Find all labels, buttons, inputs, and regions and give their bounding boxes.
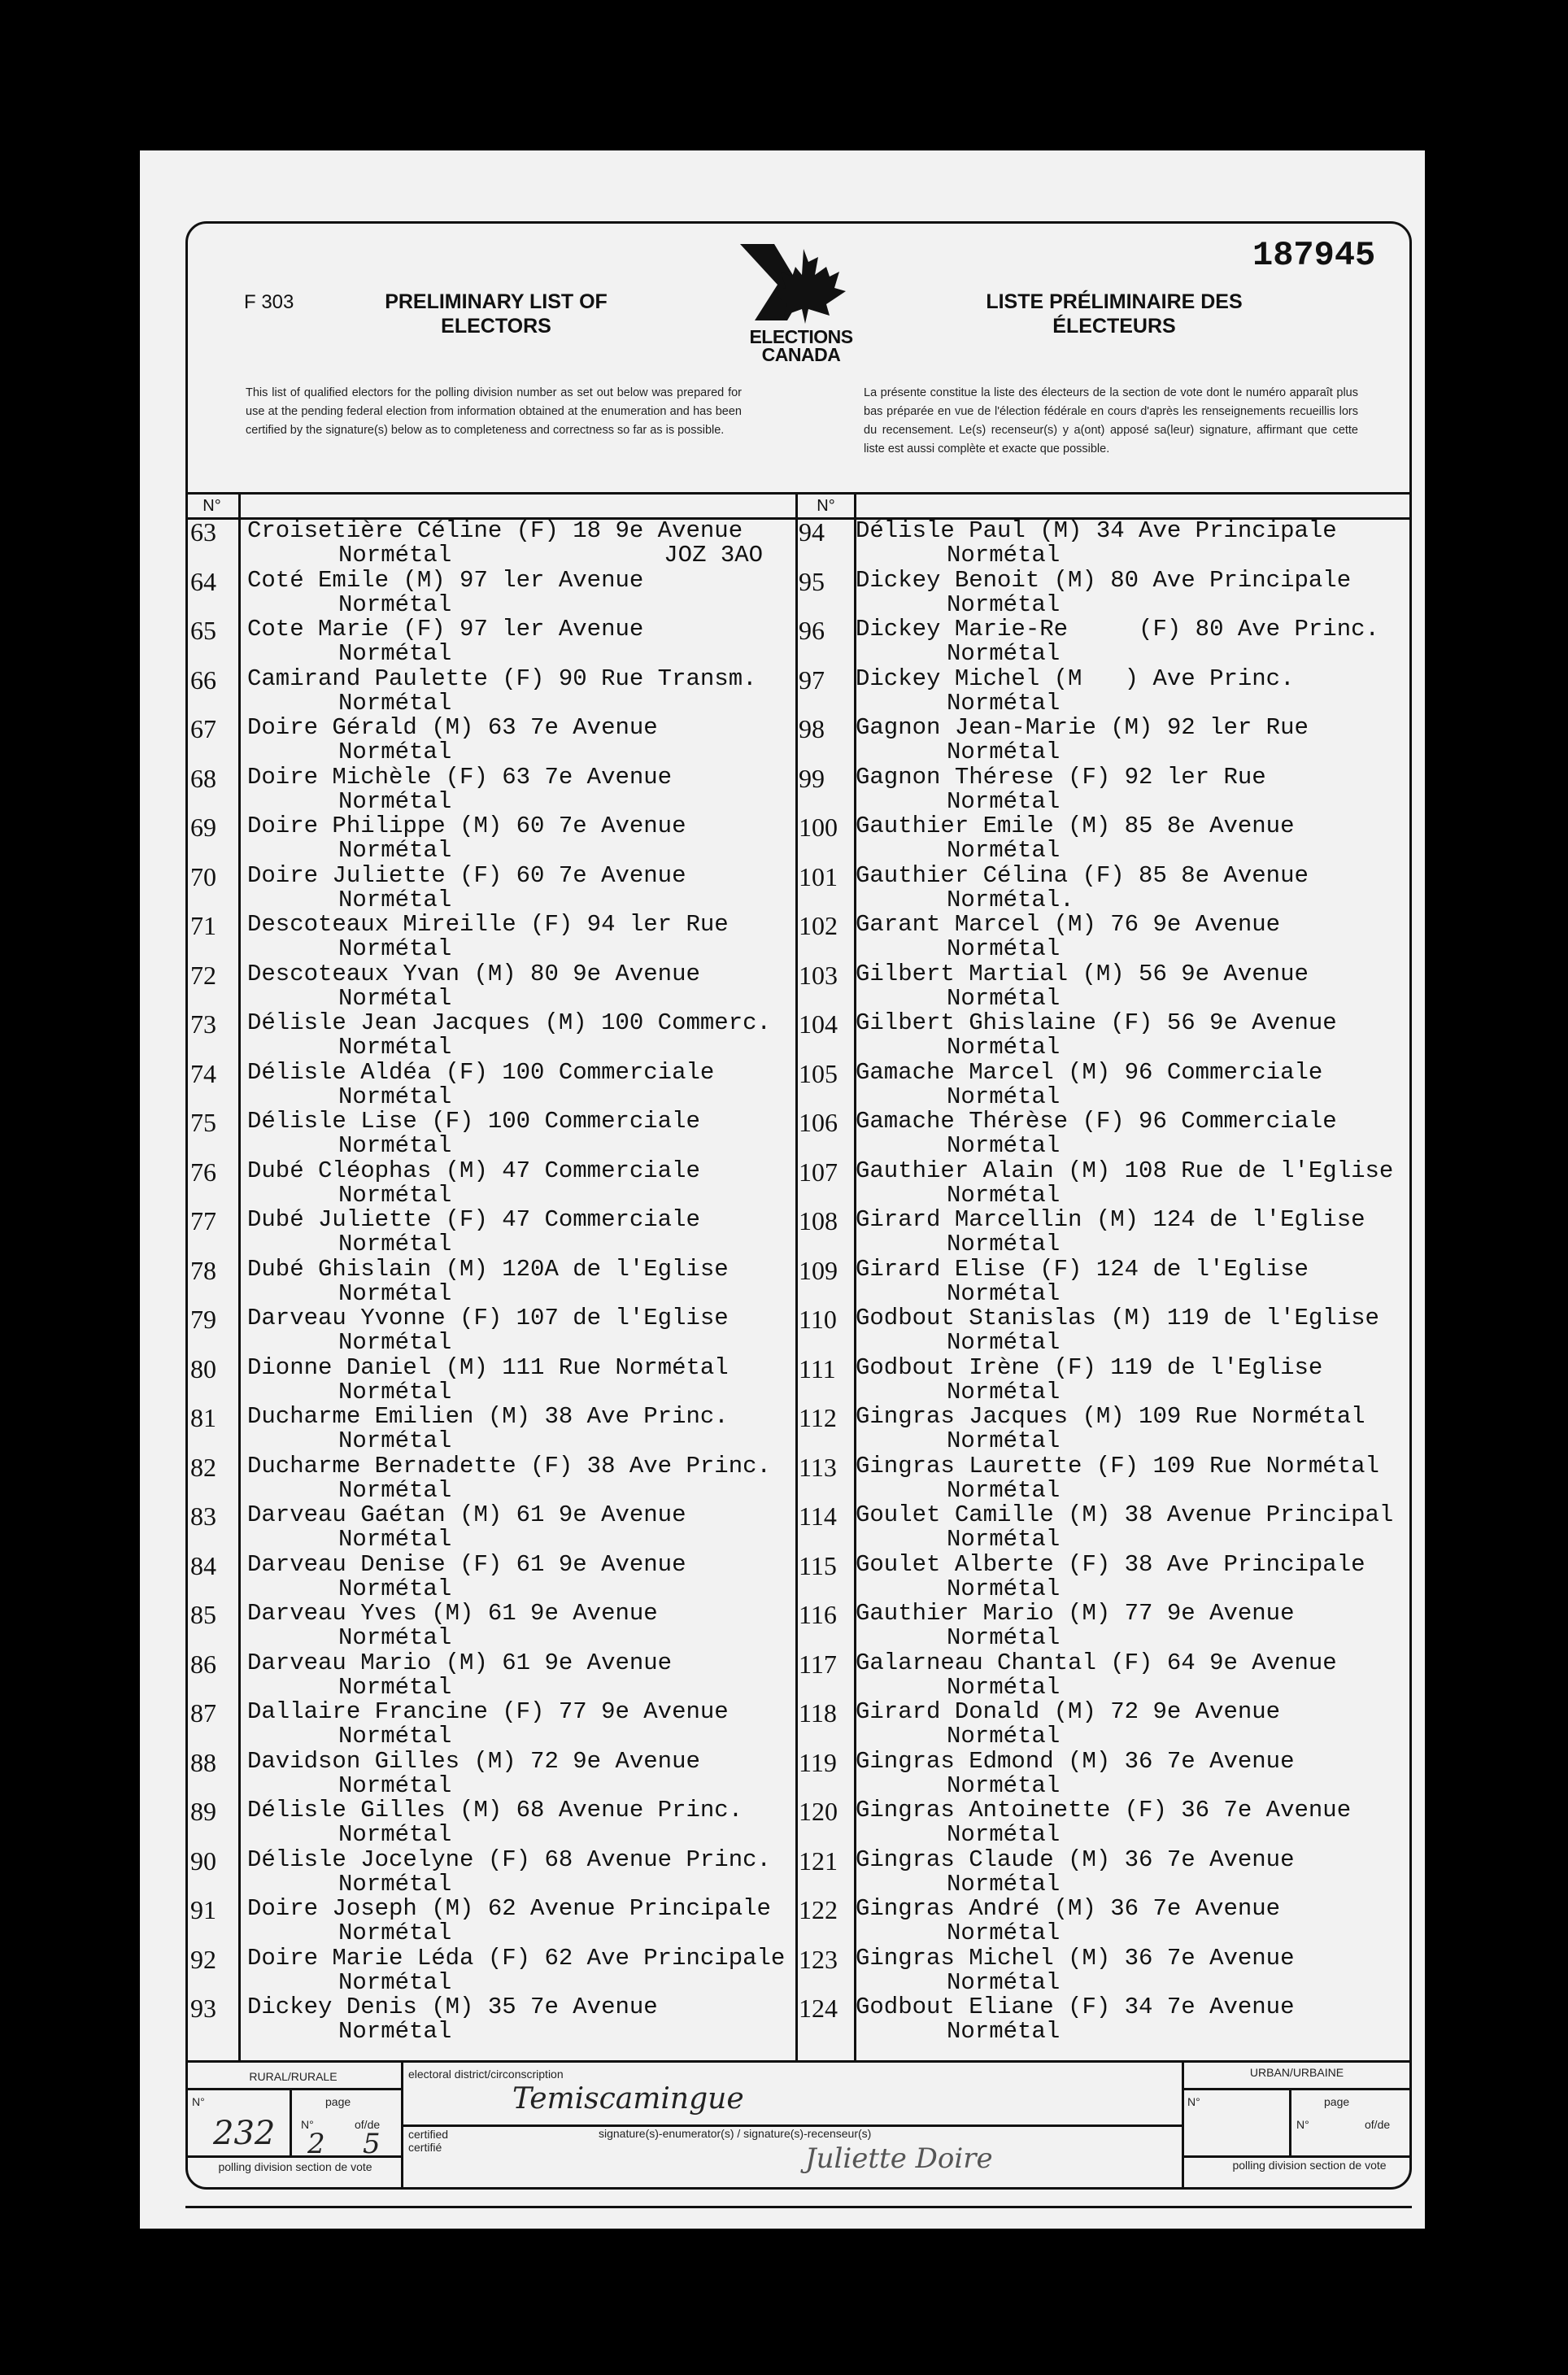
elector-name-address: Cote Marie (F) 97 ler Avenue	[247, 616, 644, 643]
elector-entry	[799, 962, 1368, 1011]
elector-municipality: Normétal.	[947, 886, 1074, 913]
elector-name-address: Coté Emile (M) 97 ler Avenue	[247, 566, 644, 594]
elector-municipality: Normétal	[338, 1821, 452, 1848]
polling-division-number: 232	[213, 2115, 276, 2152]
elector-entry	[190, 1798, 760, 1847]
elector-name-address: Gamache Marcel (M) 96 Commerciale	[856, 1058, 1323, 1086]
certified-label: certified certifié	[408, 2128, 449, 2154]
elector-name-address: Délisle Aldéa (F) 100 Commerciale	[247, 1058, 715, 1086]
elector-name-address: Gilbert Martial (M) 56 9e Avenue	[856, 960, 1309, 987]
rural-polling-label: polling division section de vote	[218, 2160, 372, 2173]
elector-entry	[799, 616, 1379, 667]
elector-municipality: Normétal	[947, 1968, 1061, 1996]
elector-name-address: Ducharme Bernadette (F) 38 Ave Princ.	[247, 1452, 771, 1479]
elector-number: 99	[799, 763, 825, 793]
elector-municipality: Normétal	[338, 590, 452, 618]
signature-label: signature(s)-enumerator(s) / signature(s)-recenseur(s)	[599, 2127, 872, 2140]
elector-name-address: Gingras Michel (M) 36 7e Avenue	[856, 1944, 1295, 1972]
rural-page-label: page	[325, 2095, 351, 2108]
elector-number: 92	[190, 1944, 216, 1974]
elector-name-address: Camirand Paulette (F) 90 Rue Transm.	[247, 665, 757, 692]
footer-urban-sub-rule	[1182, 2088, 1412, 2090]
elector-municipality: Normétal	[947, 1870, 1061, 1898]
elector-municipality: Normétal	[947, 984, 1061, 1012]
urban-no-label: N°	[1187, 2095, 1200, 2108]
elector-number: 83	[190, 1501, 216, 1531]
title-french: LISTE PRÉLIMINAIRE DES ÉLECTEURS	[986, 290, 1243, 338]
elector-number: 105	[799, 1058, 838, 1088]
elector-name-address: Galarneau Chantal (F) 64 9e Avenue	[856, 1649, 1337, 1676]
elector-number: 113	[799, 1452, 837, 1482]
elector-entry	[190, 517, 764, 569]
elector-entry	[799, 1946, 1368, 1995]
elector-entry	[799, 1601, 1368, 1650]
elector-entry	[799, 1651, 1368, 1700]
elector-name-address: Ducharme Emilien (M) 38 Ave Princ.	[247, 1403, 729, 1430]
elector-entry	[799, 667, 1368, 716]
elector-number: 65	[190, 616, 216, 645]
elector-number: 71	[190, 911, 216, 940]
serial-number: 187945	[1252, 236, 1376, 275]
elector-municipality: Normétal	[947, 1771, 1061, 1799]
enumerator-signature: Juliette Doire	[805, 2142, 993, 2175]
footer-rural-sub-rule	[185, 2088, 401, 2090]
footer-urban-bottom-rule	[1182, 2155, 1412, 2158]
elector-name-address: Doire Philippe (M) 60 7e Avenue	[247, 813, 686, 839]
elector-number: 110	[799, 1305, 837, 1334]
elector-entry	[799, 1550, 1368, 1602]
elector-municipality: Normétal	[947, 1920, 1061, 1946]
elector-name-address: Dallaire Francine (F) 77 9e Avenue	[247, 1698, 729, 1725]
elector-number: 104	[799, 1009, 838, 1039]
elector-number: 106	[799, 1108, 838, 1137]
elector-entry	[799, 1501, 1394, 1553]
elector-name-address: Gingras Edmond (M) 36 7e Avenue	[856, 1747, 1295, 1775]
elector-municipality: Normétal	[338, 1427, 452, 1454]
elector-entry	[799, 1405, 1368, 1453]
column-header-no-right: N°	[817, 497, 835, 515]
elector-entry	[799, 765, 1368, 814]
urban-label: URBAN/URBAINE	[1249, 2066, 1344, 2079]
elector-entry	[190, 1452, 771, 1504]
elector-name-address: Doire Gérald (M) 63 7e Avenue	[247, 714, 658, 741]
elector-municipality: Normétal	[947, 1821, 1061, 1848]
elector-number: 117	[799, 1649, 837, 1679]
elector-name-address: Gauthier Emile (M) 85 8e Avenue	[856, 813, 1295, 839]
elector-entry	[190, 1601, 760, 1650]
logo-text-canada: CANADA	[761, 344, 841, 365]
elector-municipality: Normétal	[338, 1723, 452, 1750]
elector-number: 118	[799, 1698, 837, 1728]
elector-municipality: Normétal	[947, 1673, 1061, 1701]
elector-number: 79	[190, 1305, 216, 1334]
elector-municipality: Normétal	[947, 689, 1061, 717]
elector-name-address: Dickey Michel (M ) Ave Princ.	[856, 665, 1295, 692]
elector-municipality: Normétal	[338, 640, 452, 667]
elector-number: 81	[190, 1403, 216, 1432]
elector-number: 89	[190, 1797, 216, 1826]
elector-name-address: Gingras Claude (M) 36 7e Avenue	[856, 1846, 1295, 1873]
footer-urban-rule	[1182, 2060, 1184, 2190]
elector-municipality: Normétal	[947, 1624, 1061, 1651]
elector-number: 73	[190, 1009, 216, 1039]
elector-entry	[799, 716, 1368, 765]
elector-municipality: Normétal	[338, 1673, 452, 1701]
elector-name-address: Doire Marie Léda (F) 62 Ave Principale	[247, 1944, 786, 1972]
elector-entry	[190, 1503, 760, 1552]
rural-no-small-label: N°	[301, 2118, 314, 2131]
elector-name-address: Gingras Antoinette (F) 36 7e Avenue	[856, 1797, 1352, 1824]
elector-municipality: Normétal	[338, 1034, 452, 1061]
elector-municipality: Normétal	[338, 1279, 452, 1307]
elector-municipality: Normétal	[947, 1723, 1061, 1750]
elector-municipality: Normétal	[947, 590, 1061, 618]
elector-name-address: Délisle Jean Jacques (M) 100 Commerc.	[247, 1009, 771, 1036]
elector-municipality: Normétal	[338, 739, 452, 765]
elector-entry	[190, 1208, 760, 1257]
elector-entry	[799, 1208, 1368, 1257]
page-of: 5	[363, 2128, 381, 2160]
elector-number: 111	[799, 1353, 836, 1384]
elector-municipality: Normétal	[947, 1034, 1061, 1061]
elector-entry	[190, 1700, 760, 1749]
elector-name-address: Goulet Camille (M) 38 Avenue Principal	[856, 1501, 1394, 1528]
elector-municipality: Normétal	[338, 1526, 452, 1553]
elector-entry	[190, 667, 760, 716]
elector-entry	[799, 566, 1368, 618]
elector-municipality: Normétal	[947, 1378, 1061, 1405]
elector-number: 80	[190, 1353, 216, 1384]
footer-top-rule	[185, 2060, 1412, 2063]
urban-polling-label: polling division section de vote	[1232, 2159, 1387, 2172]
elector-name-address: Délisle Paul (M) 34 Ave Principale	[856, 517, 1337, 544]
bottom-edge-rule	[185, 2206, 1412, 2208]
elector-name-address: Darveau Mario (M) 61 9e Avenue	[247, 1649, 673, 1676]
elector-name-address: Gagnon Jean-Marie (M) 92 ler Rue	[856, 714, 1309, 741]
elector-municipality: Normétal	[947, 1083, 1061, 1110]
elector-entry	[190, 1846, 771, 1898]
elector-entry	[190, 1058, 760, 1110]
elector-number: 112	[799, 1403, 837, 1432]
center-rule	[795, 492, 798, 2060]
elector-municipality: Normétal	[947, 2018, 1061, 2045]
elector-name-address: Godbout Eliane (F) 34 7e Avenue	[856, 1994, 1295, 2020]
elector-number: 63	[190, 517, 216, 547]
column-header-no-left: N°	[203, 497, 221, 515]
elector-name-address: Darveau Gaétan (M) 61 9e Avenue	[247, 1501, 686, 1528]
elector-number: 91	[190, 1895, 216, 1924]
elector-municipality: Normétal	[338, 935, 452, 962]
intro-text-english: This list of qualified electors for the polling division number as set out below was prepared for use at the pending federal election from information obtained at the enumeration and has been certified by the signature(s) below as to completeness and correctness so far as is possible.	[246, 386, 742, 437]
elector-name-address: Dubé Ghislain (M) 120A de l'Eglise	[247, 1255, 729, 1283]
elector-name-address: Dubé Cléophas (M) 47 Commerciale	[247, 1157, 700, 1184]
elector-entry	[799, 1109, 1368, 1158]
elector-number: 84	[190, 1550, 216, 1580]
elector-entry	[190, 1405, 760, 1453]
elector-entry	[190, 716, 760, 765]
elector-number: 119	[799, 1747, 837, 1777]
elector-entry	[799, 1747, 1368, 1799]
elector-name-address: Gilbert Ghislaine (F) 56 9e Avenue	[856, 1009, 1337, 1036]
elector-name-address: Délisle Gilles (M) 68 Avenue Princ.	[247, 1797, 743, 1824]
elector-name-address: Darveau Denise (F) 61 9e Avenue	[247, 1550, 686, 1578]
elector-entry	[190, 1747, 760, 1799]
elector-entry	[190, 1109, 760, 1158]
elector-entry	[799, 861, 1368, 913]
elector-municipality: Normétal	[338, 689, 452, 717]
elector-municipality: Normétal	[947, 640, 1061, 667]
elector-number: 103	[799, 960, 838, 990]
rural-of-label: of/de	[355, 2118, 381, 2131]
elector-municipality: Normétal	[338, 1083, 452, 1110]
elector-municipality: Normétal	[338, 787, 452, 815]
elector-number: 85	[190, 1600, 216, 1629]
elector-number: 102	[799, 911, 838, 940]
elector-entry	[190, 814, 760, 863]
elector-number: 69	[190, 813, 216, 842]
elector-name-address: Godbout Stanislas (M) 119 de l'Eglise	[856, 1305, 1379, 1331]
elector-name-address: Davidson Gilles (M) 72 9e Avenue	[247, 1747, 700, 1775]
elector-number: 82	[190, 1452, 216, 1482]
elector-name-address: Goulet Alberte (F) 38 Ave Principale	[856, 1550, 1365, 1578]
logo-text-elections: ELECTIONS	[749, 326, 853, 347]
elector-name-address: Gingras André (M) 36 7e Avenue	[856, 1895, 1281, 1922]
elector-name-address: Délisle Lise (F) 100 Commerciale	[247, 1108, 700, 1135]
elector-number: 95	[799, 566, 825, 596]
elector-entry	[190, 1895, 771, 1946]
intro-text-french: La présente constitue la liste des électeurs de la section de vote dont le numéro apparaît plus bas préparée en vue de l'élection fédérale en cours d'après les renseignements recueillis lors du recensement. Le(s) recenseur(s) y a(ont) apposé sa(leur) signature, affirmant que cette liste est aussi complète et exacte que possible.	[864, 386, 1358, 455]
elector-name-address: Godbout Irène (F) 119 de l'Eglise	[856, 1353, 1323, 1381]
elector-number: 77	[190, 1206, 216, 1235]
elector-number: 67	[190, 714, 216, 743]
title-english: PRELIMINARY LIST OF ELECTORS	[385, 290, 608, 338]
elector-name-address: Darveau Yvonne (F) 107 de l'Eglise	[247, 1305, 729, 1331]
elector-name-address: Garant Marcel (M) 76 9e Avenue	[856, 911, 1281, 938]
elector-name-address: Girard Elise (F) 124 de l'Eglise	[856, 1255, 1309, 1283]
maple-leaf-x-icon	[724, 242, 878, 324]
elector-number: 74	[190, 1058, 216, 1088]
elector-entry	[190, 617, 760, 666]
elector-entry	[799, 1700, 1368, 1749]
district-label: electoral district/circonscription	[408, 2068, 564, 2081]
elector-municipality: Normétal	[947, 1329, 1061, 1356]
rural-no-label: N°	[192, 2095, 205, 2108]
elector-number: 114	[799, 1501, 837, 1531]
elector-entry	[190, 1550, 760, 1602]
elector-number: 72	[190, 960, 216, 990]
elector-name-address: Croisetière Céline (F) 18 9e Avenue	[247, 517, 743, 544]
elector-entry	[190, 566, 760, 618]
elector-name-address: Dionne Daniel (M) 111 Rue Normétal	[247, 1353, 729, 1381]
elector-municipality: Normétal	[338, 1920, 452, 1946]
district-value: Temiscamingue	[512, 2082, 744, 2116]
elector-name-address: Délisle Jocelyne (F) 68 Avenue Princ.	[247, 1846, 771, 1873]
elector-name-address: Gauthier Alain (M) 108 Rue de l'Eglise	[856, 1157, 1394, 1184]
elector-entry	[799, 519, 1368, 568]
elector-name-address: Gagnon Thérese (F) 92 ler Rue	[856, 763, 1266, 791]
elector-municipality: Normétal	[947, 787, 1061, 815]
elector-number: 109	[799, 1255, 838, 1285]
elector-name-address: Gauthier Célina (F) 85 8e Avenue	[856, 861, 1309, 889]
elector-number: 75	[190, 1108, 216, 1137]
elector-entry	[190, 1257, 760, 1306]
elector-number: 64	[190, 566, 216, 596]
elector-municipality: Normétal	[338, 1968, 452, 1996]
elector-municipality: Normétal	[947, 542, 1061, 569]
elector-name-address: Dickey Denis (M) 35 7e Avenue	[247, 1994, 658, 2020]
elector-name-address: Descoteaux Yvan (M) 80 9e Avenue	[247, 960, 700, 987]
elector-entry	[190, 1995, 760, 2044]
elector-number: 124	[799, 1994, 838, 2023]
elector-municipality: Normétal	[338, 1476, 452, 1504]
elector-municipality: Normétal	[338, 837, 452, 864]
elector-municipality: Normétal JOZ 3AO	[338, 542, 764, 569]
elections-canada-logo	[724, 242, 878, 364]
urban-page-label: page	[1324, 2095, 1350, 2108]
elector-municipality: Normétal	[947, 1279, 1061, 1307]
elector-municipality: Normétal	[338, 886, 452, 913]
elector-entry	[799, 1897, 1368, 1946]
elector-entry	[799, 1011, 1368, 1060]
elector-entry	[190, 765, 760, 814]
elector-entry	[190, 1159, 760, 1208]
elector-municipality: Normétal	[947, 739, 1061, 765]
elector-entry	[190, 962, 760, 1011]
elector-number: 66	[190, 665, 216, 695]
elector-name-address: Descoteaux Mireille (F) 94 ler Rue	[247, 911, 729, 938]
elector-entry	[799, 1848, 1368, 1897]
footer-rural-split	[290, 2088, 292, 2155]
elector-number: 122	[799, 1895, 838, 1924]
elector-municipality: Normétal	[338, 984, 452, 1012]
elector-entry	[190, 1306, 760, 1355]
elector-number: 108	[799, 1206, 838, 1235]
elector-entry	[190, 1651, 760, 1700]
elector-number: 115	[799, 1550, 837, 1580]
elector-name-address: Gauthier Mario (M) 77 9e Avenue	[856, 1600, 1295, 1627]
elector-name-address: Dickey Benoit (M) 80 Ave Principale	[856, 566, 1352, 594]
elector-number: 70	[190, 861, 216, 891]
elector-entry	[799, 1995, 1368, 2044]
elector-municipality: Normétal	[947, 1476, 1061, 1504]
elector-entry	[190, 913, 760, 961]
elector-number: 121	[799, 1846, 838, 1876]
elector-entry	[799, 1257, 1368, 1306]
elector-entry	[799, 1058, 1368, 1110]
elector-number: 87	[190, 1698, 216, 1728]
elector-name-address: Girard Donald (M) 72 9e Avenue	[856, 1698, 1281, 1725]
elector-number: 68	[190, 763, 216, 793]
elector-municipality: Normétal	[947, 1231, 1061, 1257]
elector-number: 120	[799, 1797, 838, 1826]
elector-number: 94	[799, 517, 825, 547]
elector-number: 98	[799, 714, 825, 743]
elector-number: 93	[190, 1994, 216, 2023]
elector-name-address: Doire Juliette (F) 60 7e Avenue	[247, 861, 686, 889]
elector-number: 107	[799, 1157, 838, 1187]
elector-municipality: Normétal	[338, 1231, 452, 1257]
elector-entry	[799, 1353, 1368, 1405]
elector-number: 101	[799, 861, 838, 891]
elector-name-address: Dubé Juliette (F) 47 Commerciale	[247, 1206, 700, 1233]
elector-entry	[799, 1305, 1379, 1356]
elector-number: 96	[799, 616, 825, 645]
elector-municipality: Normétal	[947, 1132, 1061, 1159]
elector-entry	[799, 913, 1368, 961]
rural-label: RURAL/RURALE	[249, 2070, 338, 2083]
elector-name-address: Gingras Jacques (M) 109 Rue Normétal	[856, 1403, 1365, 1430]
elector-entry	[799, 1798, 1368, 1847]
elector-number: 100	[799, 813, 838, 842]
elector-municipality: Normétal	[947, 1575, 1061, 1602]
elector-number: 123	[799, 1944, 838, 1974]
elector-municipality: Normétal	[947, 837, 1061, 864]
form-number: F 303	[244, 291, 294, 313]
elector-name-address: Doire Joseph (M) 62 Avenue Principale	[247, 1895, 771, 1922]
elector-number: 97	[799, 665, 825, 695]
elector-number: 90	[190, 1846, 216, 1876]
elector-name-address: Girard Marcellin (M) 124 de l'Eglise	[856, 1206, 1365, 1233]
footer-urban-split	[1289, 2088, 1291, 2155]
elector-entry	[190, 1009, 771, 1061]
elector-name-address: Doire Michèle (F) 63 7e Avenue	[247, 763, 673, 791]
elector-municipality: Normétal	[338, 1870, 452, 1898]
elector-entry	[799, 814, 1368, 863]
elector-entry	[190, 861, 760, 913]
elector-municipality: Normétal	[338, 1624, 452, 1651]
elector-name-address: Dickey Marie-Re (F) 80 Ave Princ.	[856, 616, 1379, 643]
elector-number: 86	[190, 1649, 216, 1679]
page-number: 2	[307, 2128, 325, 2160]
elector-number: 116	[799, 1600, 837, 1629]
elector-municipality: Normétal	[947, 1526, 1061, 1553]
elector-municipality: Normétal	[947, 1181, 1061, 1209]
elector-name-address: Gingras Laurette (F) 109 Rue Normétal	[856, 1452, 1379, 1479]
elector-entry	[799, 1452, 1379, 1504]
elector-municipality: Normétal	[338, 1329, 452, 1356]
elector-entry	[190, 1353, 760, 1405]
elector-municipality: Normétal	[338, 1132, 452, 1159]
elector-municipality: Normétal	[338, 1181, 452, 1209]
elector-municipality: Normétal	[338, 1378, 452, 1405]
elector-entry	[799, 1157, 1394, 1209]
elector-municipality: Normétal	[338, 1771, 452, 1799]
elector-entry	[190, 1944, 786, 1996]
urban-no-small-label: N°	[1296, 2118, 1309, 2131]
elector-name-address: Darveau Yves (M) 61 9e Avenue	[247, 1600, 658, 1627]
elector-number: 78	[190, 1255, 216, 1285]
urban-of-label: of/de	[1365, 2118, 1391, 2131]
elector-municipality: Normétal	[338, 1575, 452, 1602]
elector-municipality: Normétal	[947, 935, 1061, 962]
elector-municipality: Normétal	[947, 1427, 1061, 1454]
elector-name-address: Gamache Thérèse (F) 96 Commerciale	[856, 1108, 1337, 1135]
elector-number: 76	[190, 1157, 216, 1187]
elector-municipality: Normétal	[338, 2018, 452, 2045]
elector-number: 88	[190, 1747, 216, 1777]
